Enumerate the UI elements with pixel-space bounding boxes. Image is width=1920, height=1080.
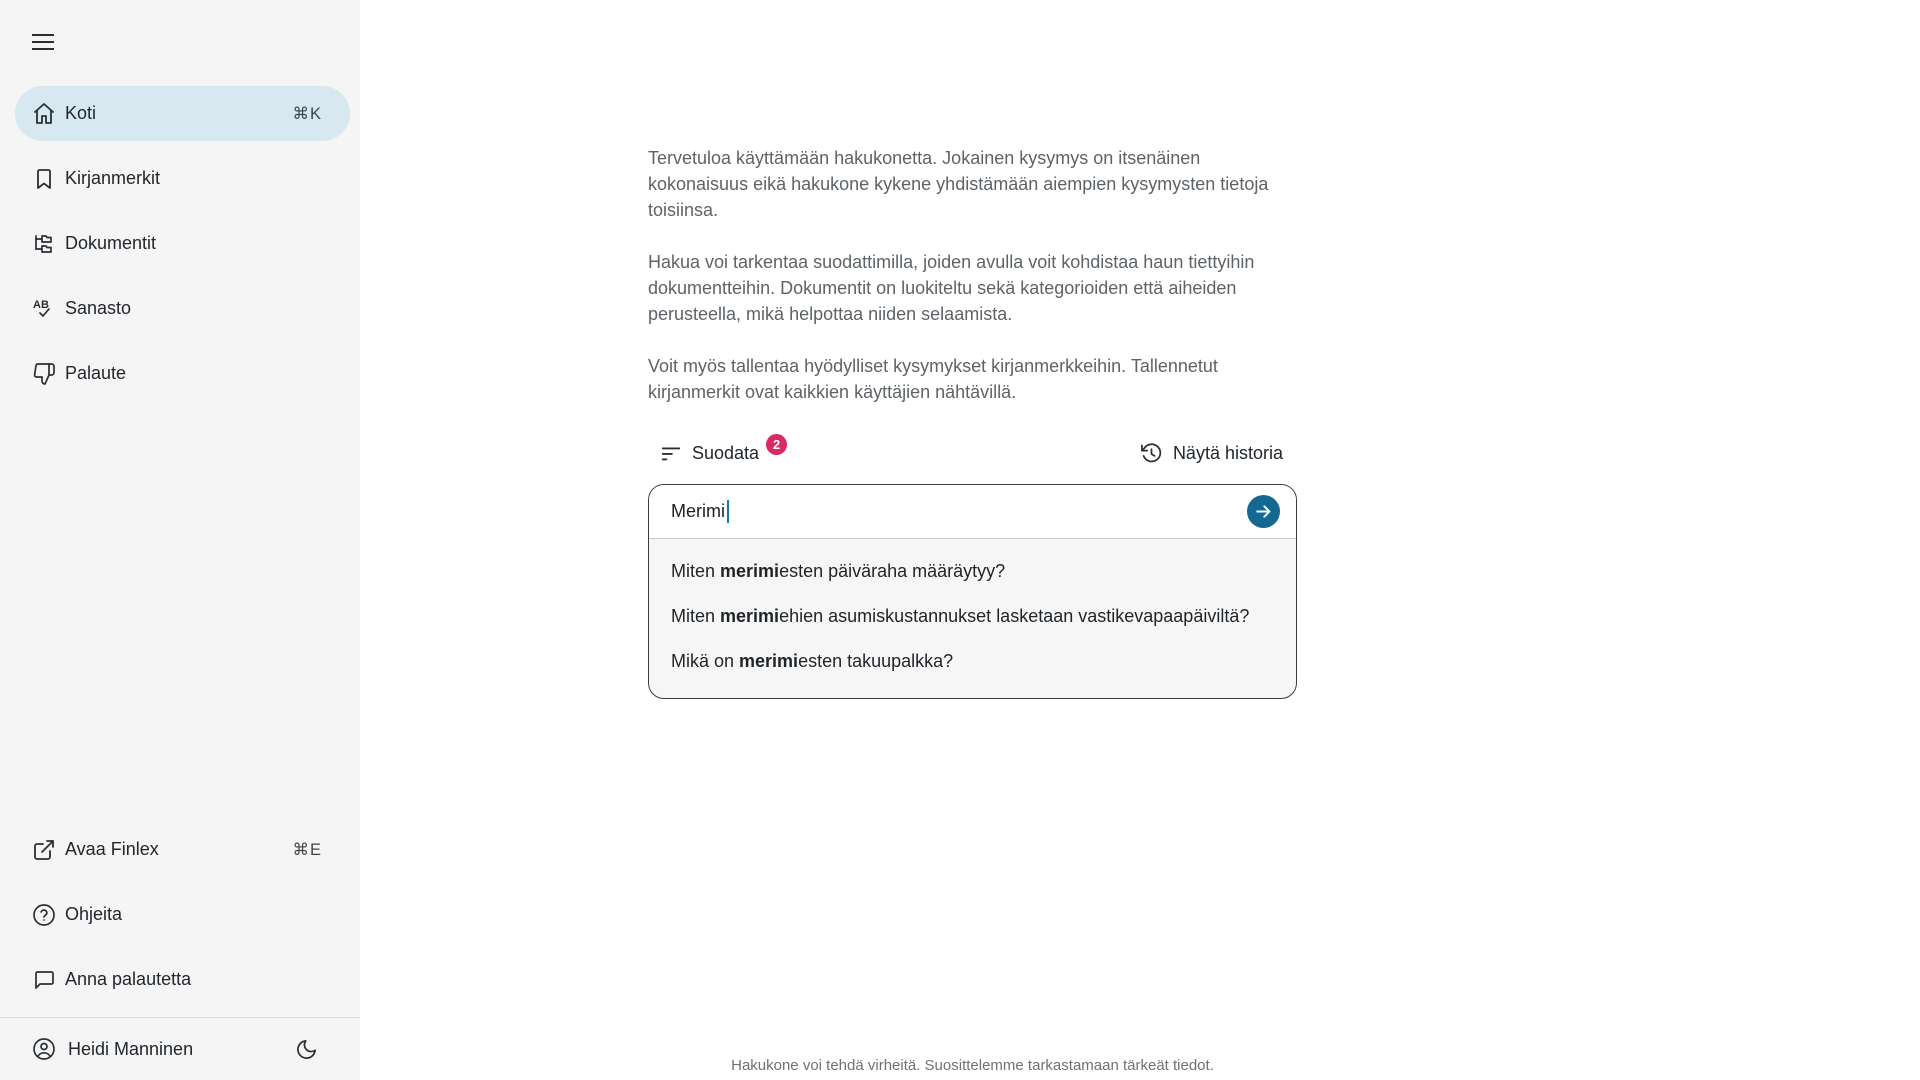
filter-icon [660, 442, 682, 464]
sidebar-item-kirjanmerkit[interactable] [15, 151, 350, 206]
history-label: Näytä historia [1172, 442, 1283, 463]
text-caret [727, 500, 729, 523]
suggestion-highlight: merimi [720, 606, 780, 626]
search-input[interactable] [671, 485, 1247, 538]
bookmark-icon [32, 167, 56, 191]
sidebar-item-palaute[interactable] [15, 346, 350, 401]
sidebar-item-label: Koti [65, 103, 97, 123]
search-query-text: Merimi [671, 501, 725, 521]
submit-search-button[interactable] [1247, 495, 1280, 528]
sidebar-item-label: Dokumentit [65, 233, 157, 253]
sidebar-item-label: Anna palautetta [65, 969, 192, 989]
suggestion-highlight: merimi [720, 561, 780, 581]
sidebar-footer [0, 822, 360, 1080]
main-area [360, 0, 1920, 1080]
help-circle-icon [32, 903, 56, 927]
sidebar-item-ohjeita[interactable] [15, 887, 350, 942]
sidebar-item-label: Kirjanmerkit [65, 168, 161, 188]
search-panel [648, 484, 1297, 699]
suggestion-prefix: Mikä on [671, 651, 740, 671]
intro-text [648, 145, 1297, 405]
suggestion-list [649, 539, 1296, 698]
user-avatar-icon [32, 1037, 56, 1061]
shortcut-hint: ⌘K [292, 104, 322, 123]
filter-button[interactable] [660, 436, 787, 464]
sidebar-nav [0, 86, 360, 411]
sidebar-item-avaa-finlex[interactable] [15, 822, 350, 877]
search-toolbar [648, 438, 1297, 468]
suggestion-highlight: merimi [739, 651, 799, 671]
disclaimer-text: Hakukone voi tehdä virheitä. Suosittelemme tarkastamaan tärkeät tiedot. [731, 1057, 1214, 1074]
suggestion-suffix: esten päiväraha määräytyy? [779, 561, 1006, 581]
external-link-icon [32, 838, 56, 862]
sidebar-item-label: Avaa Finlex [65, 839, 159, 859]
search-input-row [649, 485, 1296, 539]
sidebar [0, 0, 360, 1080]
suggestion-item[interactable] [649, 549, 1296, 594]
thumbs-down-icon [32, 362, 56, 386]
sidebar-item-sanasto[interactable] [15, 281, 350, 336]
user-row[interactable] [0, 1017, 360, 1080]
moon-icon [295, 1038, 318, 1061]
arrow-right-icon [1254, 502, 1273, 521]
document-tree-icon [32, 232, 56, 256]
user-name: Heidi Manninen [68, 1038, 194, 1059]
dark-mode-toggle-button[interactable] [295, 1038, 318, 1061]
speech-bubble-icon [32, 968, 56, 992]
show-history-button[interactable] [1140, 442, 1283, 465]
suggestion-item[interactable] [649, 639, 1296, 684]
sidebar-item-koti[interactable] [15, 86, 350, 141]
svg-text:AB: AB [33, 298, 49, 311]
suggestion-item[interactable] [649, 594, 1296, 639]
intro-paragraph: Tervetuloa käyttämään hakukonetta. Jokainen kysymys on itsenäinen kokonaisuus eikä hakukone kykene yhdistämään aiempien kysymysten tietoja toisiinsa. [648, 148, 1269, 220]
suggestion-suffix: ehien asumiskustannukset lasketaan vastikevapaapäiviltä? [779, 606, 1250, 626]
sidebar-item-dokumentit[interactable] [15, 216, 350, 271]
shortcut-hint: ⌘E [292, 840, 322, 859]
sidebar-item-label: Palaute [65, 363, 127, 383]
sidebar-item-label: Ohjeita [65, 904, 123, 924]
history-icon [1140, 442, 1163, 465]
suggestion-suffix: esten takuupalkka? [798, 651, 954, 671]
hamburger-icon [31, 32, 360, 52]
suggestion-prefix: Miten [671, 606, 721, 626]
intro-paragraph: Hakua voi tarkentaa suodattimilla, joiden avulla voit kohdistaa haun tiettyihin dokumentteihin. Dokumentit on luokiteltu sekä kategorioiden että aiheiden perusteella, mikä helpottaa niiden selaamista. [648, 252, 1255, 324]
glossary-icon [32, 297, 56, 321]
home-icon [32, 102, 56, 126]
filter-count-badge: 2 [766, 434, 787, 455]
intro-paragraph: Voit myös tallentaa hyödylliset kysymykset kirjanmerkkeihin. Tallennetut kirjanmerkit ovat kaikkien käyttäjien nähtävillä. [648, 356, 1218, 402]
sidebar-item-label: Sanasto [65, 298, 132, 318]
suggestion-prefix: Miten [671, 561, 721, 581]
filter-label: Suodata [692, 442, 760, 463]
menu-toggle-button[interactable] [31, 32, 360, 52]
sidebar-item-anna-palautetta[interactable] [15, 952, 350, 1007]
